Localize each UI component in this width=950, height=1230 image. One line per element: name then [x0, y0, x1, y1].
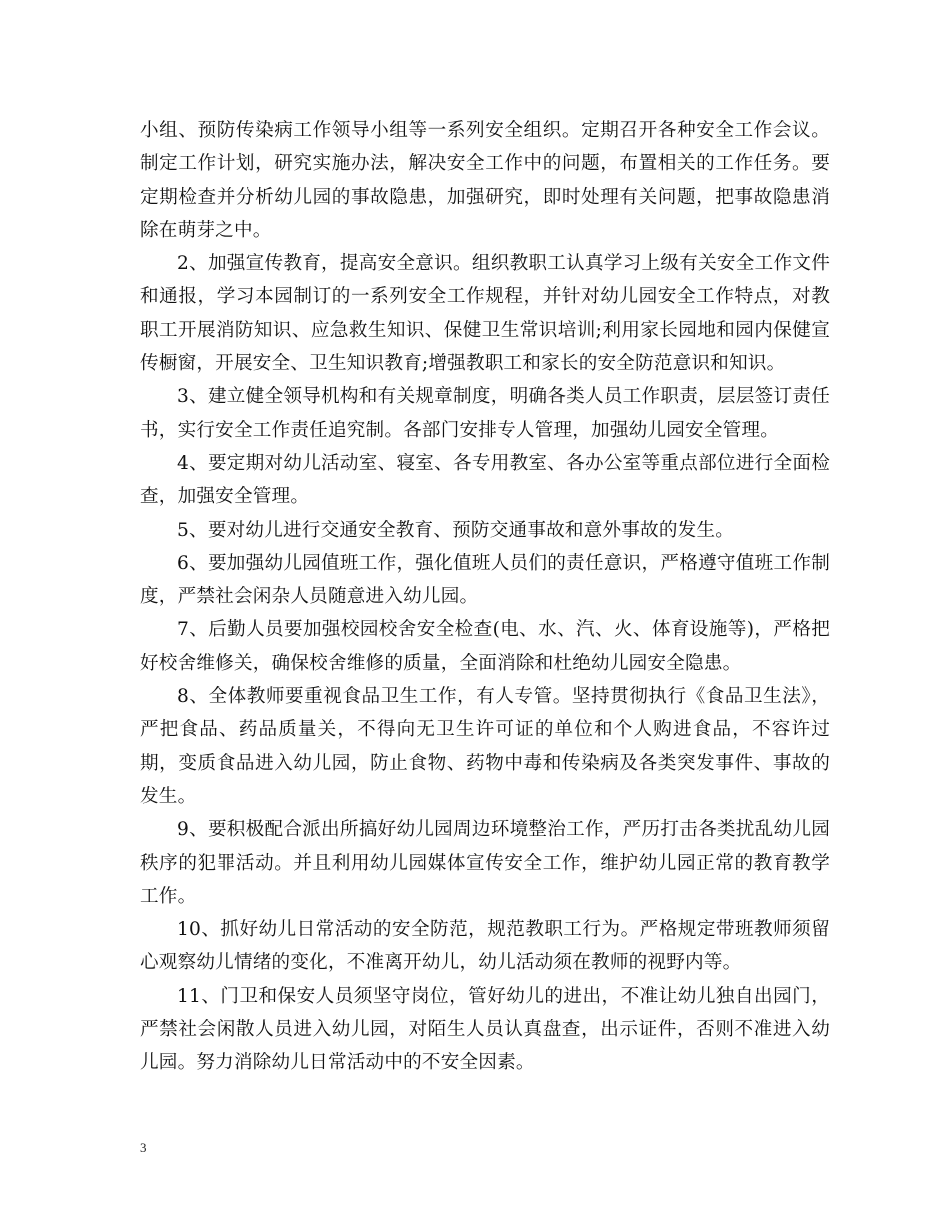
- paragraph-item-10: 10、抓好幼儿日常活动的安全防范，规范教职工行为。严格规定带班教师须留心观察幼儿情绪的变化，不准离开幼儿，幼儿活动须在教师的视野内等。: [140, 919, 830, 974]
- paragraph-item-11: 11、门卫和保安人员须坚守岗位，管好幼儿的进出，不准让幼儿独自出园门，严禁社会闲散人员进入幼儿园，对陌生人员认真盘查，出示证件，否则不准进入幼儿园。努力消除幼儿日常活动中的不安全因素。: [140, 985, 830, 1074]
- paragraph-item-2: 2、加强宣传教育，提高安全意识。组织教职工认真学习上级有关安全工作文件和通报，学习本园制订的一系列安全工作规程，并针对幼儿园安全工作特点，对教职工开展消防知识、应急救生知识、保健卫生常识培训;利用家长园地和园内保健宣传橱窗，开展安全、卫生知识教育;增强教职工和家长的安全防范意识和知识。: [140, 253, 830, 375]
- paragraph-item-8: 8、全体教师要重视食品卫生工作，有人专管。坚持贯彻执行《食品卫生法》，严把食品、药品质量关，不得向无卫生许可证的单位和个人购进食品，不容许过期，变质食品进入幼儿园，防止食物、药物中毒和传染病及各类突发事件、事故的发生。: [140, 686, 830, 807]
- paragraph-continuation: 小组、预防传染病工作领导小组等一系列安全组织。定期召开各种安全工作会议。制定工作计划，研究实施办法，解决安全工作中的问题，布置相关的工作任务。要定期检查并分析幼儿园的事故隐患，加强研究，即时处理有关问题，把事故隐患消除在萌芽之中。: [140, 120, 830, 241]
- page-number: 3: [140, 1140, 147, 1155]
- document-body: [140, 114, 830, 1080]
- paragraph-item-9: 9、要积极配合派出所搞好幼儿园周边环境整治工作，严历打击各类扰乱幼儿园秩序的犯罪活动。并且利用幼儿园媒体宣传安全工作，维护幼儿园正常的教育教学工作。: [140, 819, 830, 907]
- paragraph-item-3: 3、建立健全领导机构和有关规章制度，明确各类人员工作职责，层层签订责任书，实行安全工作责任追究制。各部门安排专人管理，加强幼儿园安全管理。: [140, 386, 830, 441]
- paragraph-item-4: 4、要定期对幼儿活动室、寝室、各专用教室、各办公室等重点部位进行全面检查，加强安全管理。: [140, 452, 830, 508]
- paragraph-item-5: 5、要对幼儿进行交通安全教育、预防交通事故和意外事故的发生。: [177, 519, 735, 541]
- paragraph-item-6: 6、要加强幼儿园值班工作，强化值班人员们的责任意识，严格遵守值班工作制度，严禁社会闲杂人员随意进入幼儿园。: [140, 552, 830, 608]
- paragraph-item-7: 7、后勤人员要加强校园校舍安全检查(电、水、汽、火、体育设施等)，严格把好校舍维修关，确保校舍维修的质量，全面消除和杜绝幼儿园安全隐患。: [140, 619, 830, 674]
